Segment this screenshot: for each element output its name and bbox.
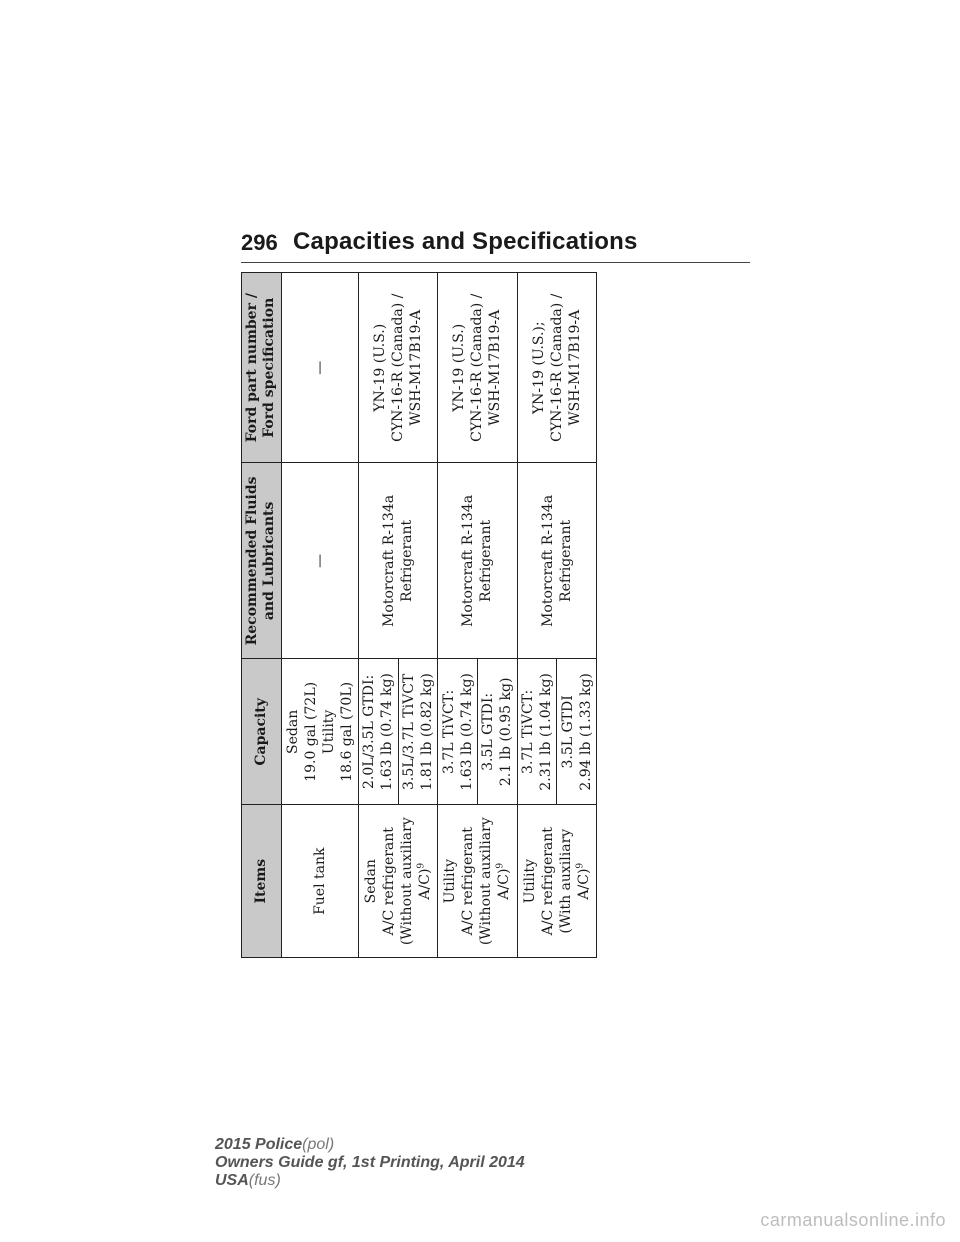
- watermark: carmanualsonline.info: [760, 1210, 946, 1230]
- footer-line-3: [215, 1172, 525, 1190]
- item-line: A/C)$^9$: [495, 862, 513, 900]
- column-header-recommended-fluids: Recommended Fluids and Lubricants: [242, 463, 282, 659]
- fluid-line: Refrigerant: [557, 519, 574, 602]
- cell-capacity: [557, 659, 597, 805]
- cell-part: [517, 273, 596, 463]
- part-line: CYN-16-R (Canada) /: [548, 293, 565, 442]
- footer-model-code: (pol): [302, 1136, 335, 1153]
- capacity-line: 1.81 lb (0.82 kg): [418, 673, 435, 791]
- capacity-line: 2.1 lb (0.95 kg): [498, 677, 515, 787]
- cell-item-utility-aux-ac: [517, 805, 596, 958]
- cell-item-utility-ac: [438, 805, 517, 958]
- capacity-line: 3.5L GTDI:: [480, 692, 497, 771]
- capacity-line: 18.6 gal (70L): [338, 681, 355, 782]
- item-line: Sedan: [363, 859, 380, 904]
- cell-capacity: [477, 659, 517, 805]
- item-line: A/C refrigerant: [539, 827, 556, 936]
- cell-capacity: [517, 659, 557, 805]
- cell-capacity: [438, 659, 478, 805]
- item-line: Utility: [442, 859, 459, 904]
- fluid-line: Motorcraft R-134a: [460, 494, 477, 627]
- item-line: (Without auxiliary: [478, 817, 495, 946]
- fluid-line: Refrigerant: [478, 519, 495, 602]
- capacity-line: 3.7L TiVCT:: [519, 689, 536, 774]
- footer-line-2: Owners Guide gf, 1st Printing, April 2014: [215, 1154, 525, 1171]
- footer-line-1: [215, 1136, 525, 1154]
- capacity-line: 19.0 gal (72L): [302, 681, 319, 782]
- item-line: (With auxiliary: [557, 828, 574, 934]
- part-line: WSH-M17B19-A: [408, 309, 425, 426]
- footnote-marker: 9: [575, 862, 586, 869]
- page-number: 296: [241, 230, 278, 255]
- part-line: WSH-M17B19-A: [487, 309, 504, 426]
- capacity-line: Utility: [320, 709, 337, 755]
- cell-capacity: [358, 659, 398, 805]
- cell-item-sedan-ac: [358, 805, 437, 958]
- cell-part: [438, 273, 517, 463]
- capacity-line: 3.7L TiVCT:: [440, 689, 457, 774]
- item-line: A/C refrigerant: [460, 827, 477, 936]
- cell-fluid-fuel-tank: —: [281, 463, 358, 659]
- capacities-table: [241, 272, 597, 958]
- capacity-line: 1.63 lb (0.74 kg): [458, 673, 475, 791]
- column-header-items: Items: [242, 805, 282, 958]
- table-header-row: [242, 273, 282, 958]
- capacity-line: 3.5L/3.7L TiVCT: [400, 673, 417, 790]
- footer-region-code: (fus): [248, 1172, 281, 1189]
- capacity-line: Sedan: [284, 709, 301, 754]
- cell-capacity-fuel-tank: [281, 659, 358, 805]
- cell-part: [358, 273, 437, 463]
- table-row-fuel-tank: [281, 273, 358, 958]
- cell-capacity: [398, 659, 438, 805]
- cell-fluid: [358, 463, 437, 659]
- print-footer: [215, 1136, 525, 1190]
- cell-fluid: [517, 463, 596, 659]
- capacities-table-container: [241, 272, 597, 958]
- item-line: (Without auxiliary: [399, 817, 416, 946]
- fluid-line: Motorcraft R-134a: [539, 494, 556, 627]
- part-line: YN-19 (U.S.): [451, 323, 468, 412]
- item-line: A/C)$^9$: [575, 862, 592, 900]
- capacity-line: 2.94 lb (1.33 kg): [577, 673, 594, 791]
- footer-model: 2015 Police: [215, 1136, 303, 1153]
- part-line: WSH-M17B19-A: [566, 309, 583, 426]
- capacity-line: 1.63 lb (0.74 kg): [379, 673, 396, 791]
- rotated-table: [241, 272, 597, 958]
- part-line: CYN-16-R (Canada) /: [469, 293, 486, 442]
- cell-item-fuel-tank: Fuel tank: [281, 805, 358, 958]
- footnote-marker: 9: [416, 862, 427, 869]
- footnote-marker: 9: [495, 862, 506, 869]
- capacity-line: 3.5L GTDI: [559, 695, 576, 769]
- column-header-ford-part-number: Ford part number / Ford specification: [242, 273, 282, 463]
- table-row: [358, 273, 398, 958]
- cell-fluid: [438, 463, 517, 659]
- cell-part-fuel-tank: —: [281, 273, 358, 463]
- capacity-line: 2.31 lb (1.04 kg): [537, 673, 554, 791]
- part-line: YN-19 (U.S.);: [530, 321, 547, 415]
- column-header-capacity: Capacity: [242, 659, 282, 805]
- fluid-line: Motorcraft R-134a: [381, 494, 398, 627]
- part-line: CYN-16-R (Canada) /: [390, 293, 407, 442]
- footer-region: USA: [215, 1172, 249, 1189]
- item-line: A/C refrigerant: [381, 827, 398, 936]
- table-row: [517, 273, 557, 958]
- item-line: Utility: [521, 859, 538, 904]
- table-row: [438, 273, 478, 958]
- capacity-line: 2.0L/3.5L GTDI:: [361, 674, 378, 790]
- page-header: [241, 228, 750, 263]
- part-line: YN-19 (U.S.): [372, 323, 389, 412]
- fluid-line: Refrigerant: [399, 519, 416, 602]
- item-line: A/C)$^9$: [416, 862, 434, 900]
- page-title: Capacities and Specifications: [293, 228, 638, 255]
